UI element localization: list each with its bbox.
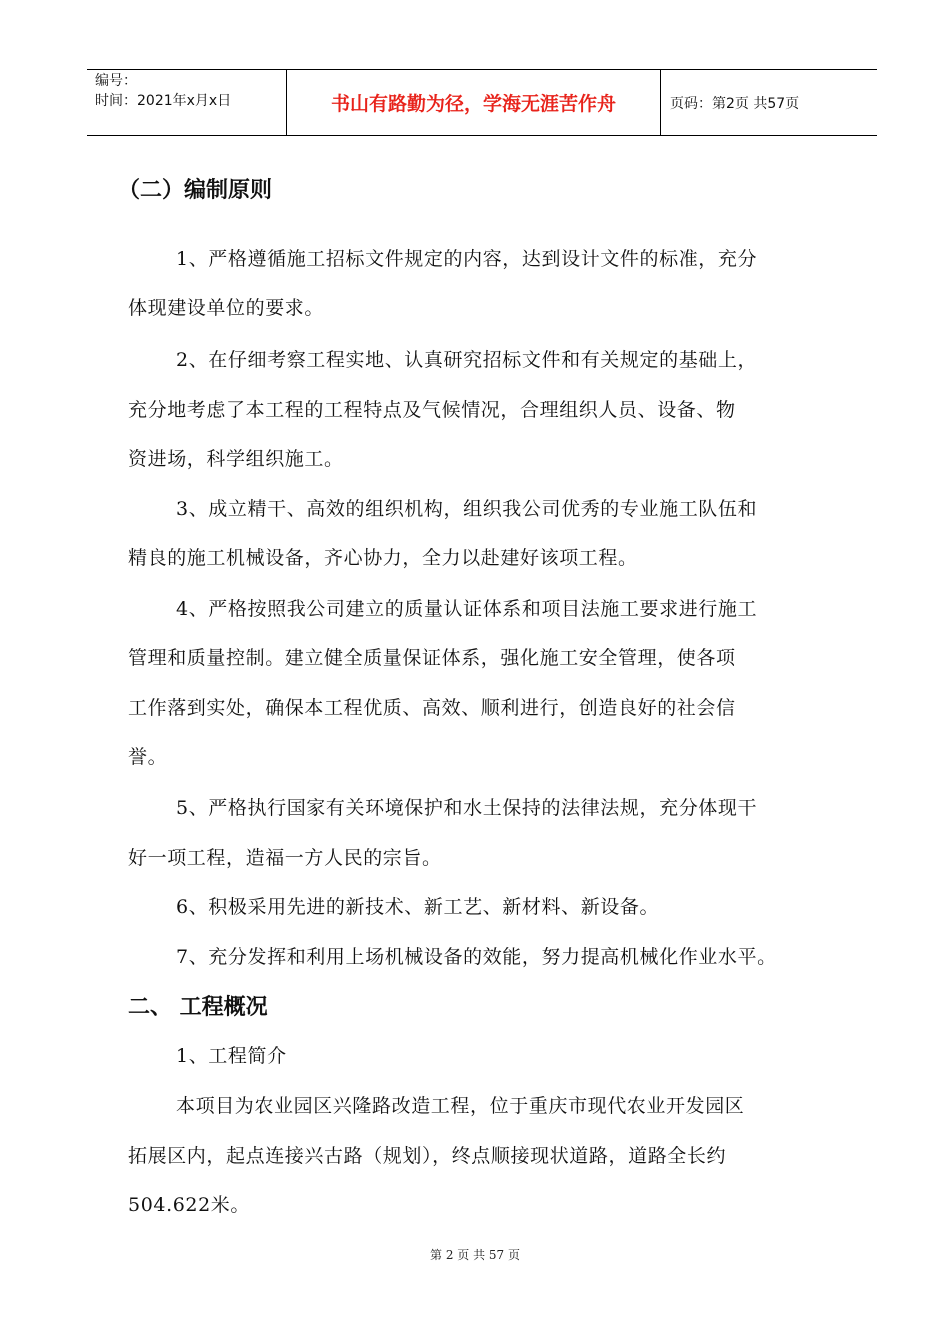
paragraph-line: 管理和质量控制。建立健全质量保证体系，强化施工安全管理，使各项 [128, 647, 736, 669]
paragraph-line: 6、积极采用先进的新技术、新工艺、新材料、新设备。 [176, 896, 660, 918]
paragraph-line: 本项目为农业园区兴隆路改造工程，位于重庆市现代农业开发园区 [176, 1095, 745, 1117]
paragraph-line: 好一项工程，造福一方人民的宗旨。 [128, 847, 442, 869]
paragraph-line: 3、成立精干、高效的组织机构，组织我公司优秀的专业施工队伍和 [176, 498, 758, 520]
document-time-label: 时间：2021年x月x日 [95, 93, 232, 109]
page-header [87, 69, 877, 136]
header-page-cell [661, 70, 877, 135]
paragraph-line: 2、在仔细考察工程实地、认真研究招标文件和有关规定的基础上， [176, 349, 758, 371]
paragraph-line: 7、充分发挥和利用上场机械设备的效能，努力提高机械化作业水平。 [176, 946, 777, 968]
paragraph-line: 充分地考虑了本工程的工程特点及气候情况，合理组织人员、设备、物 [128, 399, 736, 421]
header-meta-cell [87, 70, 287, 135]
paragraph-line: 拓展区内，起点连接兴古路（规划），终点顺接现状道路，道路全长约 [128, 1145, 727, 1167]
header-motto-cell [287, 70, 661, 135]
paragraph-line: 504.622米。 [128, 1194, 250, 1216]
paragraph-line: 1、严格遵循施工招标文件规定的内容，达到设计文件的标准，充分 [176, 248, 758, 270]
paragraph-line: 资进场，科学组织施工。 [128, 448, 344, 470]
page-footer: 第 2 页 共 57 页 [430, 1248, 520, 1262]
paragraph-line: 工作落到实处，确保本工程优质、高效、顺利进行，创造良好的社会信 [128, 697, 736, 719]
overview-subheading: 1、工程简介 [176, 1045, 287, 1067]
overview-heading: 二、 工程概况 [128, 995, 268, 1020]
document-number-label: 编号： [95, 73, 137, 89]
paragraph-line: 4、严格按照我公司建立的质量认证体系和项目法施工要求进行施工 [176, 598, 758, 620]
principles-heading: （二）编制原则 [118, 178, 273, 203]
paragraph-line: 5、严格执行国家有关环境保护和水土保持的法律法规，充分体现干 [176, 797, 758, 819]
header-motto: 书山有路勤为径，学海无涯苦作舟 [330, 93, 616, 115]
header-page-number: 页码：第2页 共57页 [670, 95, 800, 112]
paragraph-line: 精良的施工机械设备，齐心协力，全力以赴建好该项工程。 [128, 547, 638, 569]
paragraph-line: 体现建设单位的要求。 [128, 297, 325, 319]
paragraph-line: 誉。 [128, 746, 168, 768]
